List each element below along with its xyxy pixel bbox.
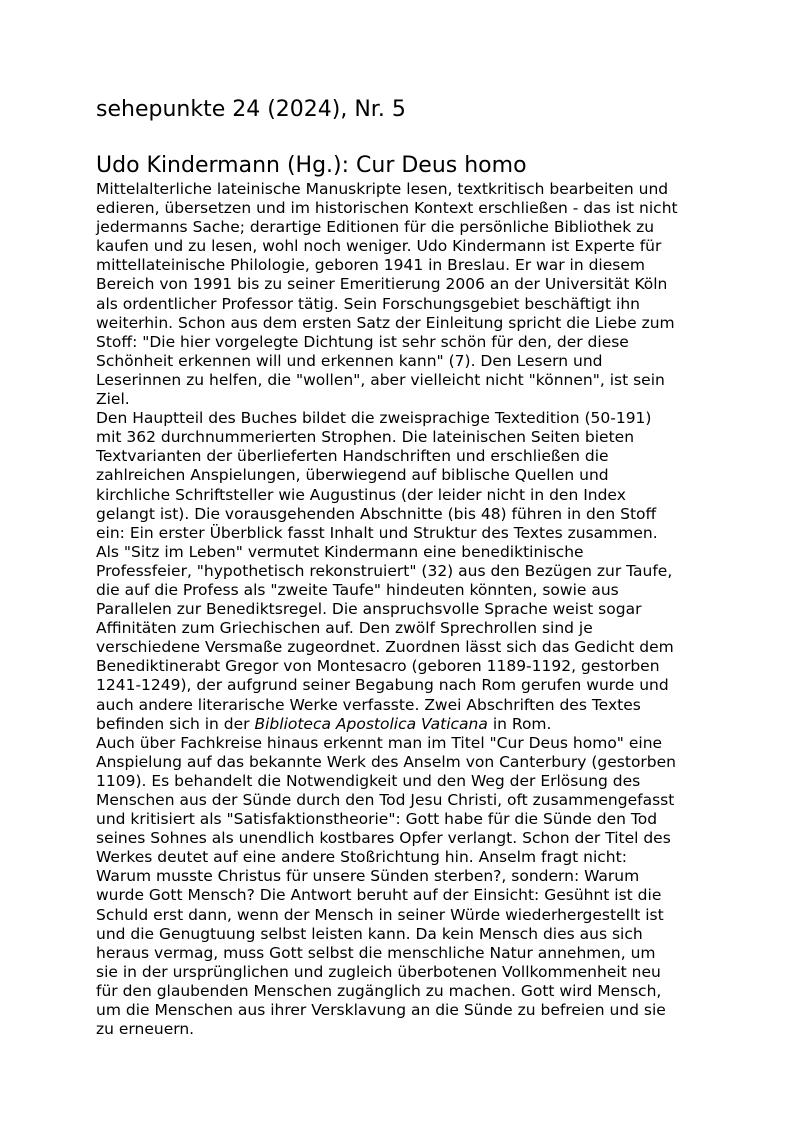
text-line: um die Menschen aus ihrer Versklavung an die Sünde zu befreien und sie: [96, 1001, 666, 1020]
text-line: Menschen aus der Sünde durch den Tod Jesu Christi, oft zusammengefasst: [96, 791, 675, 809]
text-line: edieren, übersetzen und im historischen Kontext erschließen - das ist nicht: [96, 199, 678, 218]
text-fragment: in Rom.: [487, 714, 552, 733]
text-line: mit 362 durchnummerierten Strophen. Die lateinischen Seiten bieten: [96, 428, 635, 447]
text-line: verschiedene Versmaße zugeordnet. Zuordnen lässt sich das Gedicht dem: [96, 638, 674, 657]
library-name: Biblioteca Apostolica Vaticana: [254, 714, 488, 733]
text-line: 1109). Es behandelt die Notwendigkeit und den Weg der Erlösung des: [96, 771, 641, 790]
text-line: Bereich von 1991 bis zu seiner Emeritierung 2006 an der Universität Köln: [96, 275, 668, 294]
text-line: ein: Ein erster Überblick fasst Inhalt und Struktur des Textes zusammen.: [96, 523, 658, 542]
text-line: Professfeier, "hypothetisch rekonstruiert" (32) aus den Bezügen zur Taufe,: [96, 561, 673, 580]
text-line: die auf die Profess als "zweite Taufe" hindeuten könnten, sowie aus: [96, 580, 619, 599]
text-line: gelangt ist). Die vorausgehenden Abschnitte (bis 48) führen in den Stoff: [96, 504, 657, 523]
text-line: auch andere literarische Werke verfasste. Zwei Abschriften des Textes: [96, 695, 641, 714]
text-line: Anspielung auf das bekannte Werk des Anselm von Canterbury (gestorben: [96, 752, 676, 771]
text-line: kirchliche Schriftsteller wie Augustinus (der leider nicht in den Index: [96, 485, 626, 504]
paragraph-intro: [96, 180, 716, 409]
text-line: Stoff: "Die hier vorgelegte Dichtung ist sehr schön für den, der diese: [96, 332, 629, 351]
text-line: seines Sohnes als unendlich kostbares Opfer verlangt. Schon der Titel des: [96, 829, 671, 848]
text-line: Parallelen zur Benediktsregel. Die anspruchsvolle Sprache weist sogar: [96, 600, 642, 619]
article-body: [96, 180, 716, 1039]
text-line: Schönheit erkennen will und erkennen kann" (7). Den Lesern und: [96, 351, 603, 370]
text-line: Als "Sitz im Leben" vermutet Kindermann eine benediktinische: [96, 542, 584, 561]
text-line: sie in der ursprünglichen und zugleich überbotenen Vollkommenheit neu: [96, 962, 661, 981]
text-line: zahlreichen Anspielungen, überwiegend auf biblische Quellen und: [96, 466, 609, 485]
text-line: kaufen und zu lesen, wohl noch weniger. Udo Kindermann ist Experte für: [96, 237, 662, 256]
text-line: und kritisiert als "Satisfaktionstheorie": Gott habe für die Sünde den Tod: [96, 810, 658, 829]
text-fragment: befinden sich in der: [96, 714, 255, 733]
text-line: Auch über Fachkreise hinaus erkennt man im Titel "Cur Deus homo" eine: [96, 733, 663, 752]
text-line: [96, 715, 716, 734]
text-line: Ziel.: [96, 390, 130, 409]
text-line: Werkes deutet auf eine andere Stoßrichtung hin. Anselm fragt nicht:: [96, 848, 627, 867]
text-line: Mittelalterliche lateinische Manuskripte lesen, textkritisch bearbeiten und: [96, 180, 669, 198]
paragraph-anselm: [96, 734, 716, 1040]
text-line: Schuld erst dann, wenn der Mensch in seiner Würde wiederhergestellt ist: [96, 905, 664, 924]
text-line: als ordentlicher Professor tätig. Sein Forschungsgebiet beschäftigt ihn: [96, 294, 640, 313]
journal-title: sehepunkte 24 (2024), Nr. 5: [96, 97, 406, 122]
paragraph-edition: [96, 409, 716, 734]
text-line: mittellateinische Philologie, geboren 1941 in Breslau. Er war in diesem: [96, 256, 645, 275]
text-line: und die Genugtuung selbst leisten kann. Da kein Mensch dies aus sich: [96, 924, 643, 943]
text-line: Den Hauptteil des Buches bildet die zweisprachige Textedition (50-191): [96, 409, 652, 428]
text-line: jedermanns Sache; derartige Editionen für die persönliche Bibliothek zu: [96, 218, 655, 237]
text-line: 1241-1249), der aufgrund seiner Begabung nach Rom gerufen wurde und: [96, 676, 669, 695]
text-line: Textvarianten der überlieferten Handschriften und erschließen die: [96, 447, 609, 466]
text-line: heraus vermag, muss Gott selbst die menschliche Natur annehmen, um: [96, 943, 656, 962]
text-line: weiterhin. Schon aus dem ersten Satz der Einleitung spricht die Liebe zum: [96, 313, 675, 332]
text-line: für den glaubenden Menschen zugänglich zu machen. Gott wird Mensch,: [96, 981, 662, 1000]
text-line: Benediktinerabt Gregor von Montesacro (geboren 1189-1192, gestorben: [96, 657, 660, 676]
text-line: Affinitäten zum Griechischen auf. Den zwölf Sprechrollen sind je: [96, 619, 593, 638]
text-line: wurde Gott Mensch? Die Antwort beruht auf der Einsicht: Gesühnt ist die: [96, 886, 662, 905]
text-line: Warum musste Christus für unsere Sünden sterben?, sondern: Warum: [96, 867, 640, 886]
article-title: Udo Kindermann (Hg.): Cur Deus homo: [96, 153, 527, 178]
text-line: zu erneuern.: [96, 1020, 195, 1039]
text-line: Leserinnen zu helfen, die "wollen", aber vielleicht nicht "können", ist sein: [96, 370, 665, 389]
